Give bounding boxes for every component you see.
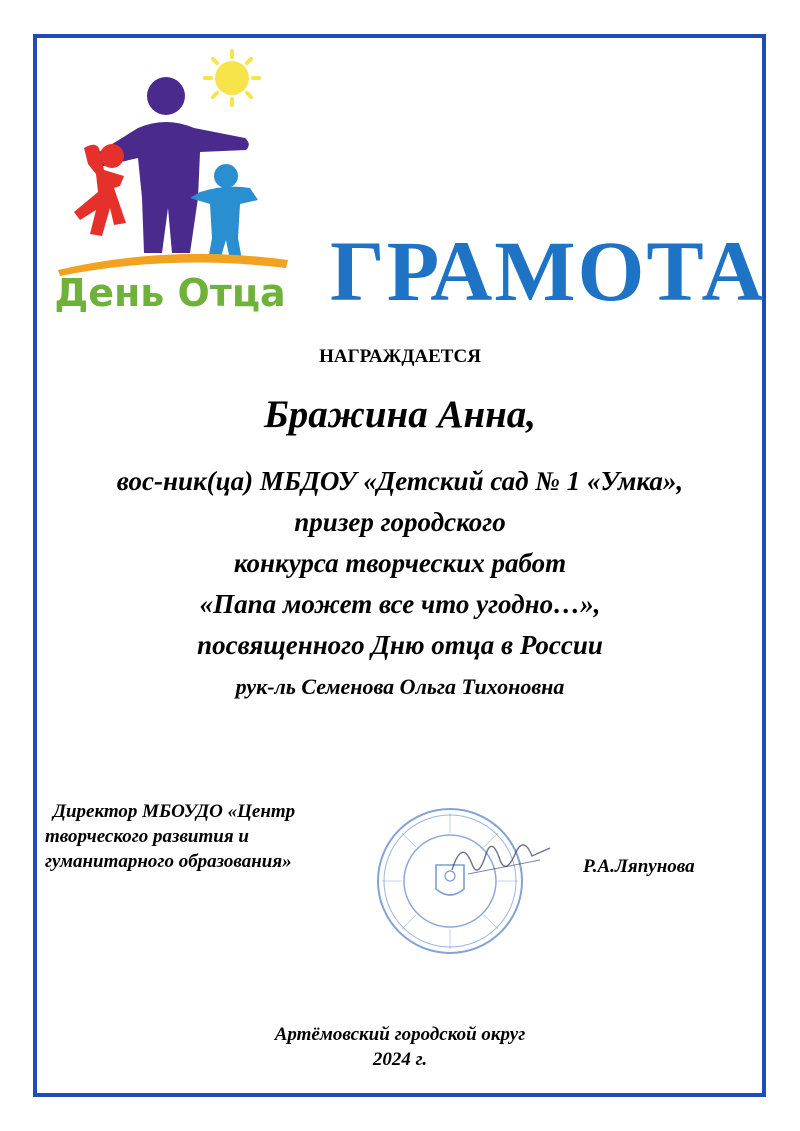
director-line: творческого развития и [45, 826, 249, 847]
footer [0, 1022, 800, 1072]
description-line: посвященного Дню отца в России [197, 630, 603, 660]
description-line: призер городского [294, 507, 506, 537]
handwritten-signature [448, 830, 558, 890]
girl-figure [74, 144, 126, 236]
signer-name: Р.А.Ляпунова [583, 856, 695, 877]
sun-icon [205, 51, 259, 105]
certificate-title: ГРАМОТА [330, 223, 766, 319]
director-line: гуманитарного образования» [45, 851, 292, 872]
description-line: «Папа может все что угодно…», [199, 589, 601, 619]
fathers-day-logo [40, 48, 305, 313]
director-line: Директор МБОУДО «Центр [53, 801, 296, 822]
boy-figure [190, 164, 258, 260]
award-description [0, 461, 800, 666]
description-line: вос-ник(ца) МБДОУ «Детский сад № 1 «Умка», [116, 466, 684, 496]
supervisor-line: рук-ль Семенова Ольга Тихоновна [235, 674, 565, 699]
awarded-label: НАГРАЖДАЕТСЯ [319, 346, 481, 367]
footer-year: 2024 г. [372, 1049, 428, 1070]
recipient-name: Бражина Анна, [263, 393, 537, 436]
svg-text:День Отца: День Отца [54, 271, 286, 313]
footer-place: Артёмовский городской округ [274, 1024, 526, 1045]
description-line: конкурса творческих работ [233, 548, 567, 578]
director-title [45, 799, 375, 874]
